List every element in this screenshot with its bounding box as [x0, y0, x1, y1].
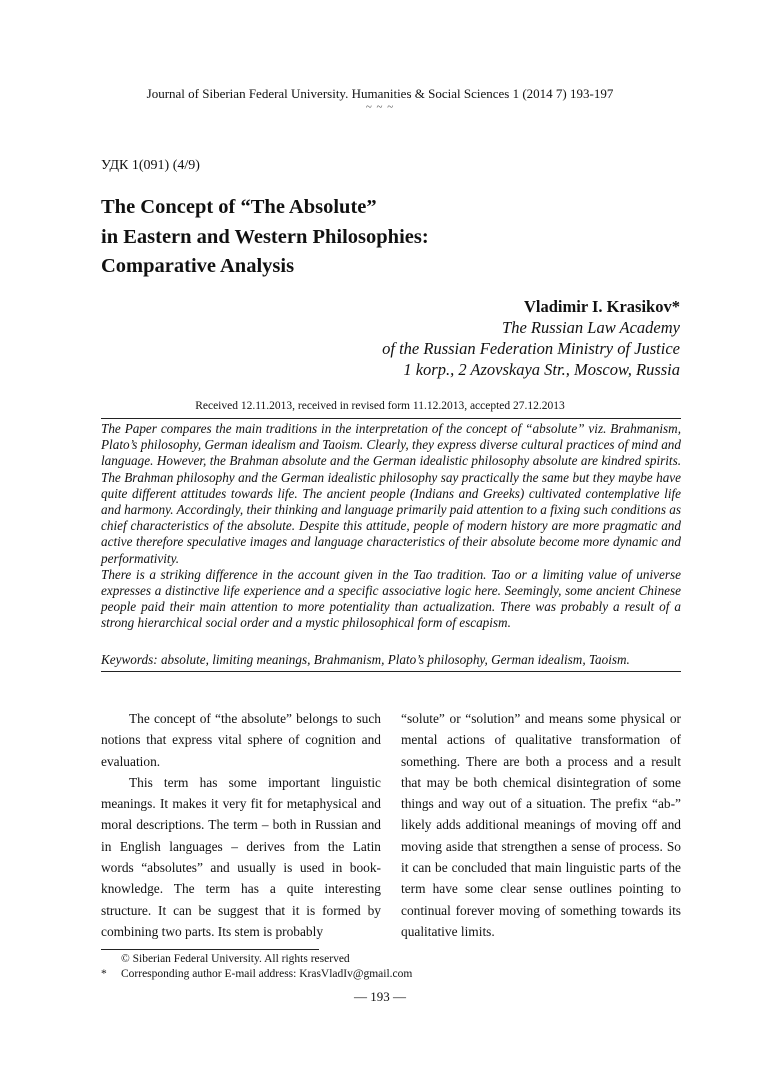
- abstract-bottom-rule: [101, 671, 681, 672]
- abstract-top-rule: [101, 418, 681, 419]
- udk-code: УДК 1(091) (4/9): [101, 158, 200, 173]
- affiliation-line-2: of the Russian Federation Ministry of Justice: [382, 339, 680, 358]
- author-block: [382, 296, 680, 380]
- copyright-text: © Siberian Federal University. All rights reserved: [121, 953, 350, 965]
- author-name: Vladimir I. Krasikov*: [523, 297, 680, 316]
- footnotes: [101, 952, 412, 982]
- body-paragraph: This term has some important linguistic meanings. It makes it very fit for metaphysical and moral descriptions. The term – both in Russian and in English languages – derives from the Latin words “absolutes” and usually is used in book-knowledge. The term has a quite interesting structure. It can be suggest that it is formed by combining two parts. Its stem is probably: [101, 774, 381, 939]
- title-line-1: The Concept of “The Absolute”: [101, 196, 377, 218]
- abstract-paragraph-2: There is a striking difference in the account given in the Tao tradition. Tao or a limiting value of universe expresses a distinctive life experience and a specific associative logic here. Seemingly, some ancient Chinese people paid their main attention to more potentiality than actualization. There was probably a result of a strong hierarchical social order and a mystic philosophical form of escapism.: [101, 566, 681, 631]
- page-number: — 193 —: [354, 989, 406, 1004]
- corresponding-author-text: Corresponding author E-mail address: KrasVladIv@gmail.com: [121, 968, 413, 980]
- footnote-copyright: [101, 952, 412, 967]
- abstract: [101, 421, 681, 632]
- received-dates: Received 12.11.2013, received in revised form 11.12.2013, accepted 27.12.2013: [195, 400, 565, 412]
- body-paragraph: The concept of “the absolute” belongs to such notions that express vital sphere of cognition and evaluation.: [101, 711, 381, 769]
- footnote-mark: *: [101, 968, 107, 980]
- body-column-left: [101, 708, 381, 942]
- footnote-rule: [101, 949, 319, 950]
- footnote-corresponding: [101, 967, 412, 982]
- keywords: Keywords: absolute, limiting meanings, Brahmanism, Plato’s philosophy, German idealism, Taoism.: [101, 652, 630, 667]
- article-title: [101, 193, 661, 282]
- title-line-2: in Eastern and Western Philosophies:: [101, 225, 429, 248]
- affiliation-line-3: 1 korp., 2 Azovskaya Str., Moscow, Russia: [403, 360, 680, 379]
- title-line-3: Comparative Analysis: [101, 255, 295, 277]
- abstract-paragraph-1: The Paper compares the main traditions in the interpretation of the concept of “absolute” viz. Brahmanism, Plato’s philosophy, German idealism and Taoism. Clearly, they express diverse cultural practices of mind and language. However, the Brahman absolute and the German idealistic philosophy absolute are kindred spirits. The Brahman philosophy and the German idealistic philosophy say practically the same but they maybe have quite different attitudes towards life. The ancient people (Indians and Greeks) cultivated contemplative life and harmony. Accordingly, their thinking and language primarily paid attention to a fixing such conditions as chief characteristics of the absolute. Despite this attitude, people of modern history are more pragmatic and active therefore speculative images and language characteristics of their absolute become more dynamic and performativity.: [101, 421, 681, 566]
- header-ornament: ~ ~ ~: [365, 101, 395, 113]
- body-column-right: [401, 708, 681, 942]
- body-paragraph: “solute” or “solution” and means some physical or mental actions of qualitative transformation of something. There are both a process and a result that may be both chemical disintegration of some things and way out of a situation. The prefix “ab-” likely adds additional meanings of moving off and moving aside that strengthen a sense of process. So it can be concluded that main linguistic parts of the term have some clear sense outlines pointing to continual forever moving of something towards its qualitative limits.: [401, 711, 681, 939]
- journal-header: Journal of Siberian Federal University. Humanities & Social Sciences 1 (2014 7) 193-197: [146, 86, 614, 101]
- affiliation-line-1: The Russian Law Academy: [502, 318, 680, 337]
